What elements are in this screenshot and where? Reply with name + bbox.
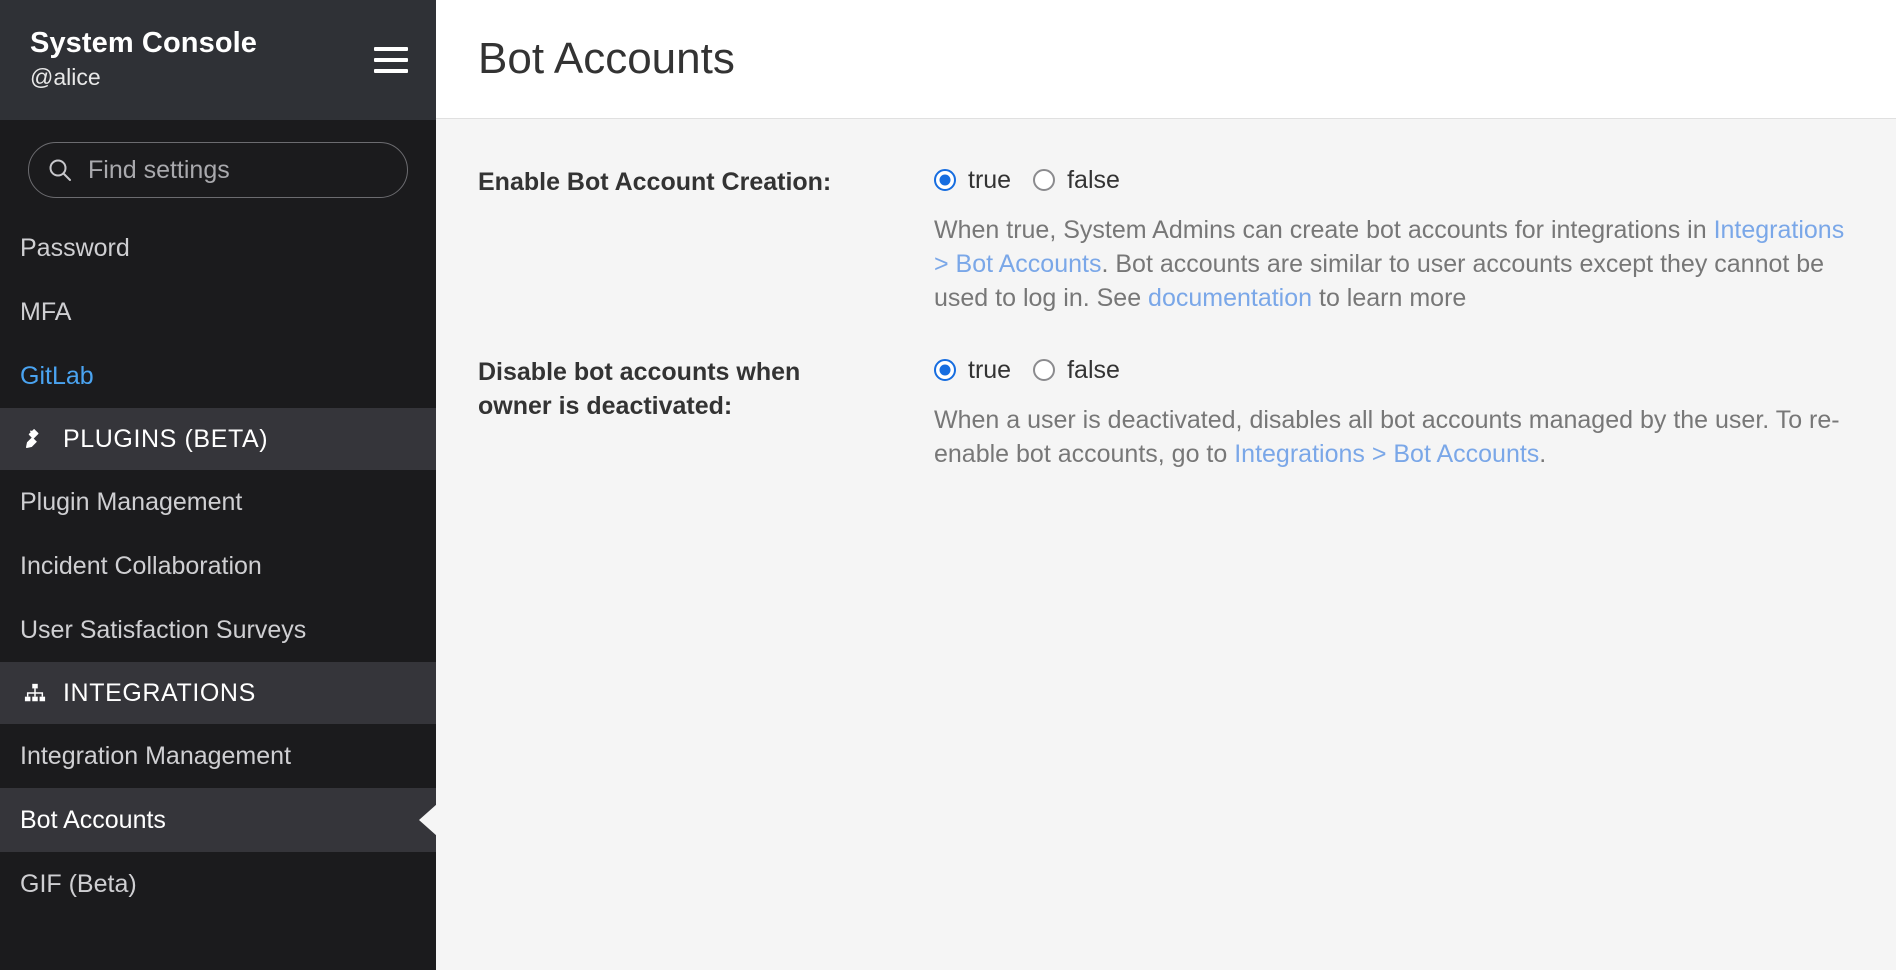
radio-group-enable-bot-account-creation [934,163,1856,197]
console-username: @alice [30,64,101,91]
sidebar-item-user-satisfaction-surveys[interactable] [0,598,436,662]
page-title: Bot Accounts [478,34,735,83]
sidebar [0,0,436,970]
sidebar-item-label: Bot Accounts [20,805,166,834]
search-container [0,120,436,216]
setting-control [898,163,1856,315]
radio-label: false [1067,355,1120,384]
sidebar-item-label: Plugin Management [20,487,243,516]
console-title: System Console [30,26,258,59]
radio-label: true [968,355,1012,384]
sidebar-item-label: GIF (Beta) [20,869,137,898]
main-content [436,0,1896,970]
plug-icon [20,426,50,452]
radio-enable-bot-true[interactable] [934,166,1011,195]
search-input[interactable] [86,155,412,186]
radio-disable-bot-true[interactable] [934,356,1011,385]
search-box[interactable] [28,142,408,198]
radio-disable-bot-false[interactable] [1033,356,1120,385]
search-icon [47,157,73,183]
help-link-documentation[interactable]: documentation [1148,284,1313,312]
radio-label: true [968,165,1012,194]
radio-dot-icon [1033,169,1055,191]
setting-control [898,353,1856,471]
sidebar-item-incident-collaboration[interactable] [0,534,436,598]
setting-enable-bot-account-creation [436,163,1896,315]
setting-label: Enable Bot Account Creation: [478,168,832,196]
sidebar-section-label: INTEGRATIONS [63,678,256,707]
main-header [436,0,1896,119]
hamburger-icon[interactable] [374,47,408,73]
sidebar-item-integration-management[interactable] [0,724,436,788]
radio-group-disable-bot-accounts [934,353,1856,387]
setting-disable-bot-accounts-owner-deactivated [436,353,1896,471]
selected-indicator-arrow [419,804,436,836]
setting-label: Disable bot accounts when owner is deactivated: [478,358,801,420]
help-text-part-2: . Bot accounts are similar to user accounts except they cannot be used to log in. See [934,250,1825,312]
radio-dot-icon [934,169,956,191]
radio-label: false [1067,165,1120,194]
sidebar-item-gitlab[interactable] [0,344,436,408]
help-link-integrations-bot-accounts[interactable]: Integrations > Bot Accounts [934,216,1845,278]
sidebar-header [0,0,436,120]
sidebar-item-password[interactable] [0,216,436,280]
sidebar-item-label: MFA [20,297,72,326]
help-text-part-1: When a user is deactivated, disables all bot accounts managed by the user. To re-enable bot accounts, go to [934,406,1840,468]
help-text-part-3: to learn more [1312,284,1467,312]
sidebar-item-label: Incident Collaboration [20,551,262,580]
radio-enable-bot-false[interactable] [1033,166,1120,195]
sidebar-item-label: User Satisfaction Surveys [20,615,307,644]
setting-help-text [934,403,1856,471]
sidebar-section-plugins [0,408,436,470]
sidebar-section-integrations [0,662,436,724]
sidebar-item-label: GitLab [20,361,94,390]
sidebar-item-bot-accounts[interactable] [0,788,436,852]
settings-list [436,119,1896,970]
radio-dot-icon [934,359,956,381]
sidebar-item-mfa[interactable] [0,280,436,344]
radio-dot-icon [1033,359,1055,381]
sidebar-item-label: Password [20,233,130,262]
help-text-part-1: When true, System Admins can create bot accounts for integrations in [934,216,1714,244]
sidebar-item-gif-beta[interactable] [0,852,436,916]
sitemap-icon [20,680,50,706]
setting-help-text [934,213,1856,315]
sidebar-section-label: PLUGINS (BETA) [63,424,269,453]
help-text-part-2: . [1539,440,1547,468]
sidebar-item-plugin-management[interactable] [0,470,436,534]
sidebar-item-label: Integration Management [20,741,292,770]
help-link-integrations-bot-accounts[interactable]: Integrations > Bot Accounts [1234,440,1540,468]
sidebar-identity [30,27,257,93]
